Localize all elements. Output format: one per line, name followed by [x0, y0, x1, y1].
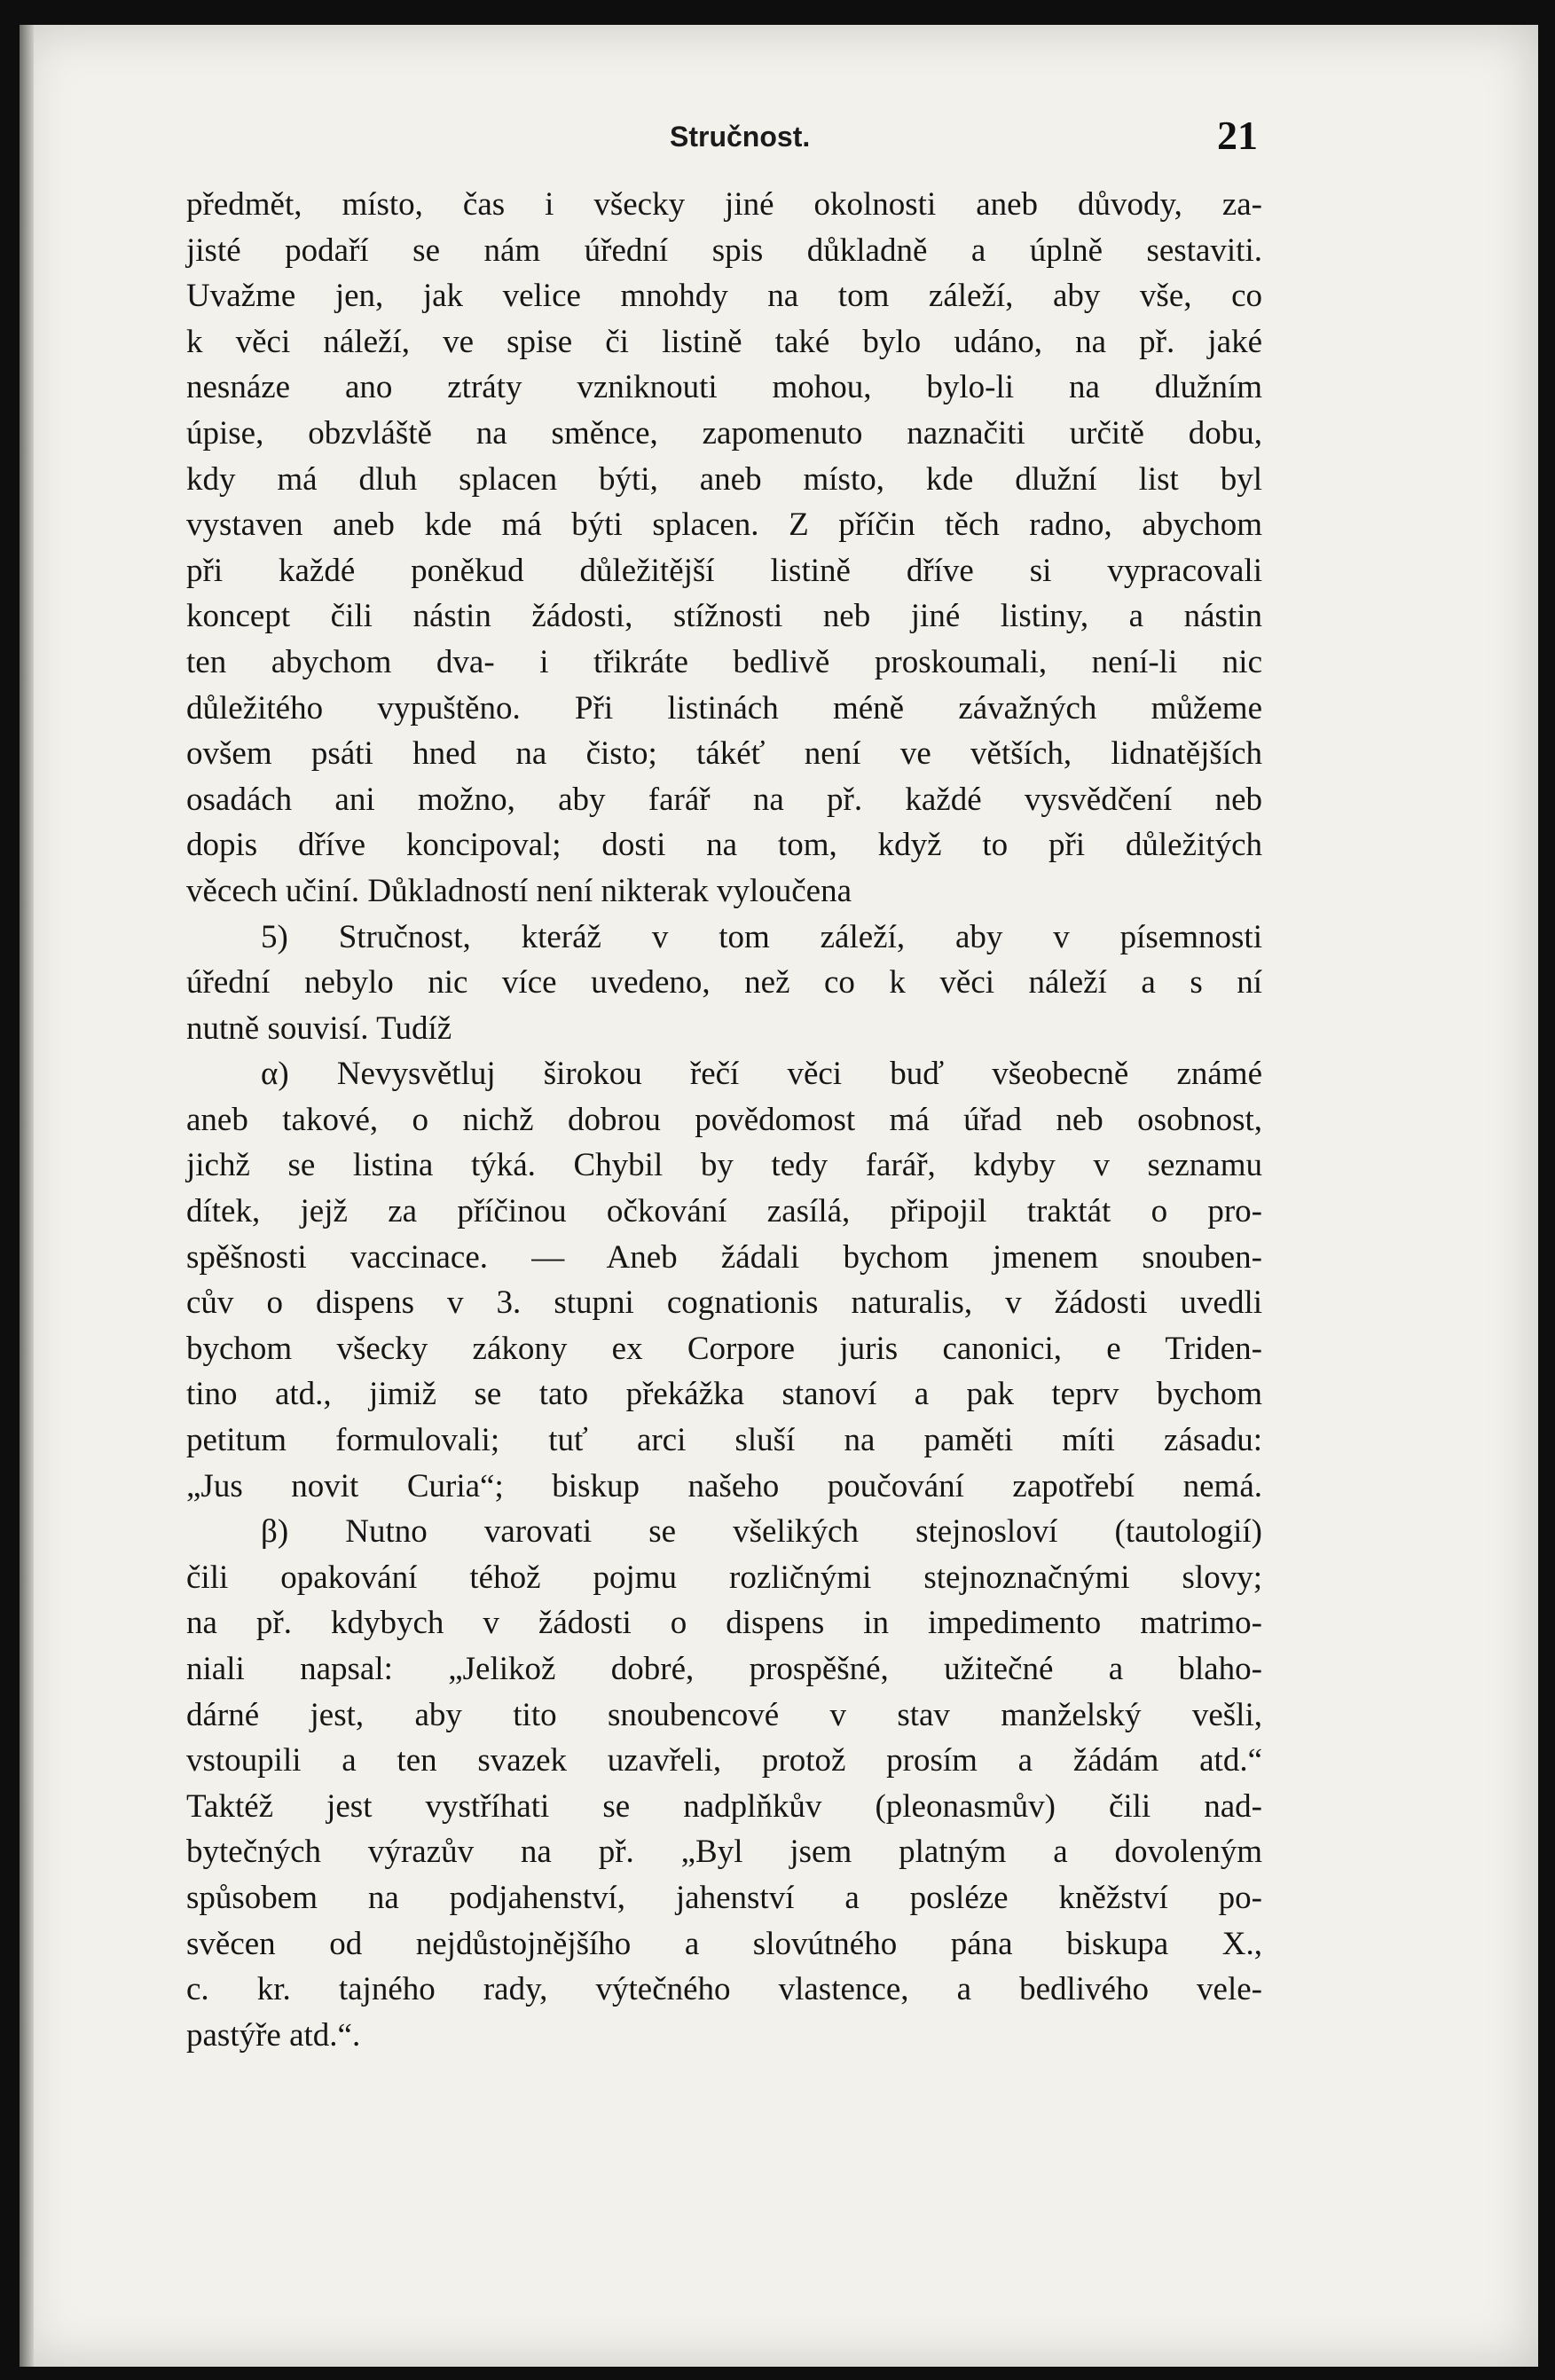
text-line: na př. kdybych v žádosti o dispens in impedimento matrimo- [186, 1605, 1262, 1642]
item-beta-line: β) Nutno varovati se všelikých stejnosloví (tautologií) [261, 1513, 1262, 1551]
text-line: bychom všecky zákony ex Corpore juris canonici, e Triden- [186, 1330, 1262, 1367]
text-line: Uvažme jen, jak velice mnohdy na tom záleží, aby vše, co [186, 278, 1262, 315]
text-line: aneb takové, o nichž dobrou povědomost má úřad neb osobnost, [186, 1101, 1262, 1138]
text-line: čili opakování téhož pojmu rozličnými stejnoznačnými slovy; [186, 1559, 1262, 1596]
text-line: „Jus novit Curia“; biskup našeho poučování zapotřebí nemá. [186, 1467, 1262, 1504]
text-line: předmět, místo, čas i všecky jiné okolnosti aneb důvody, za- [186, 186, 1262, 223]
text-line: petitum formulovali; tuť arci sluší na paměti míti zásadu: [186, 1422, 1262, 1459]
text-line: kdy má dluh splacen býti, aneb místo, kde dlužní list byl [186, 460, 1262, 498]
text-line: při každé poněkud důležitější listině dříve si vypracovali [186, 552, 1262, 589]
text-line: ovšem psáti hned na čisto; tákéť není ve větších, lidnatějších [186, 735, 1262, 773]
text-line: svěcen od nejdůstojnějšího a slovútného pána biskupa X., [186, 1925, 1262, 1962]
item-alpha-line: α) Nevysvětluj širokou řečí věci buď všeobecně známé [261, 1056, 1262, 1093]
text-line: věcech učiní. Důkladností není nikterak vyloučena [186, 872, 852, 909]
text-line: dárné jest, aby tito snoubencové v stav manželský vešli, [186, 1696, 1262, 1733]
section-5-heading-line: 5) Stručnost, kteráž v tom záleží, aby v písemnosti [261, 918, 1262, 955]
text-line: vystaven aneb kde má býti splacen. Z příčin těch radno, abychom [186, 507, 1262, 544]
text-line: úpise, obzvláště na směnce, zapomenuto naznačiti určitě dobu, [186, 414, 1262, 452]
text-line: k věci náleží, ve spise či listině také bylo udáno, na př. jaké [186, 323, 1262, 360]
body-text [186, 182, 1262, 2058]
text-line: spůsobem na podjahenství, jahenství a posléze kněžství po- [186, 1879, 1262, 1916]
text-line: tino atd., jimiž se tato překážka stanoví a pak teprv bychom [186, 1376, 1262, 1413]
text-line: důležitého vypuštěno. Při listinách méně závažných můžeme [186, 689, 1262, 727]
text-line: úřední nebylo nic více uvedeno, než co k věci náleží a s ní [186, 964, 1262, 1001]
text-line: jisté podaří se nám úřední spis důkladně a úplně sestaviti. [186, 232, 1262, 269]
text-line: niali napsal: „Jelikož dobré, prospěšné, užitečné a blaho- [186, 1651, 1262, 1687]
text-line: dopis dříve koncipoval; dosti na tom, když to při důležitých [186, 827, 1262, 864]
text-line: nesnáze ano ztráty vzniknouti mohou, bylo-li na dlužním [186, 369, 1262, 406]
text-line: nutně souvisí. Tudíž [186, 1009, 452, 1047]
text-line: spěšnosti vaccinace. — Aneb žádali bychom jmenem snouben- [186, 1238, 1262, 1276]
text-line: Taktéž jest vystříhati se nadplňkův (pleonasmův) čili nad- [186, 1787, 1262, 1825]
text-line: koncept čili nástin žádosti, stížnosti neb jiné listiny, a nástin [186, 598, 1262, 635]
text-line: c. kr. tajného rady, výtečného vlastence, a bedlivého vele- [186, 1971, 1262, 2008]
text-line: pastýře atd.“. [186, 2016, 361, 2054]
page-number: 21 [1217, 113, 1258, 158]
text-line: cův o dispens v 3. stupni cognationis naturalis, v žádosti uvedli [186, 1284, 1262, 1322]
running-title: Stručnost. [670, 121, 811, 153]
text-line: dítek, jejž za příčinou očkování zasílá, připojil traktát o pro- [186, 1193, 1262, 1230]
page-edge [20, 25, 34, 2367]
text-line: osadách ani možno, aby farář na př. každé vysvědčení neb [186, 781, 1262, 818]
text-line: bytečných výrazův na př. „Byl jsem platným a dovoleným [186, 1834, 1262, 1871]
page-header [0, 105, 1555, 176]
text-line: ten abychom dva- i třikráte bedlivě proskoumali, není-li nic [186, 643, 1262, 680]
text-line: jichž se listina týká. Chybil by tedy farář, kdyby v seznamu [186, 1147, 1262, 1184]
text-line: vstoupili a ten svazek uzavřeli, protož prosím a žádám atd.“ [186, 1742, 1262, 1779]
